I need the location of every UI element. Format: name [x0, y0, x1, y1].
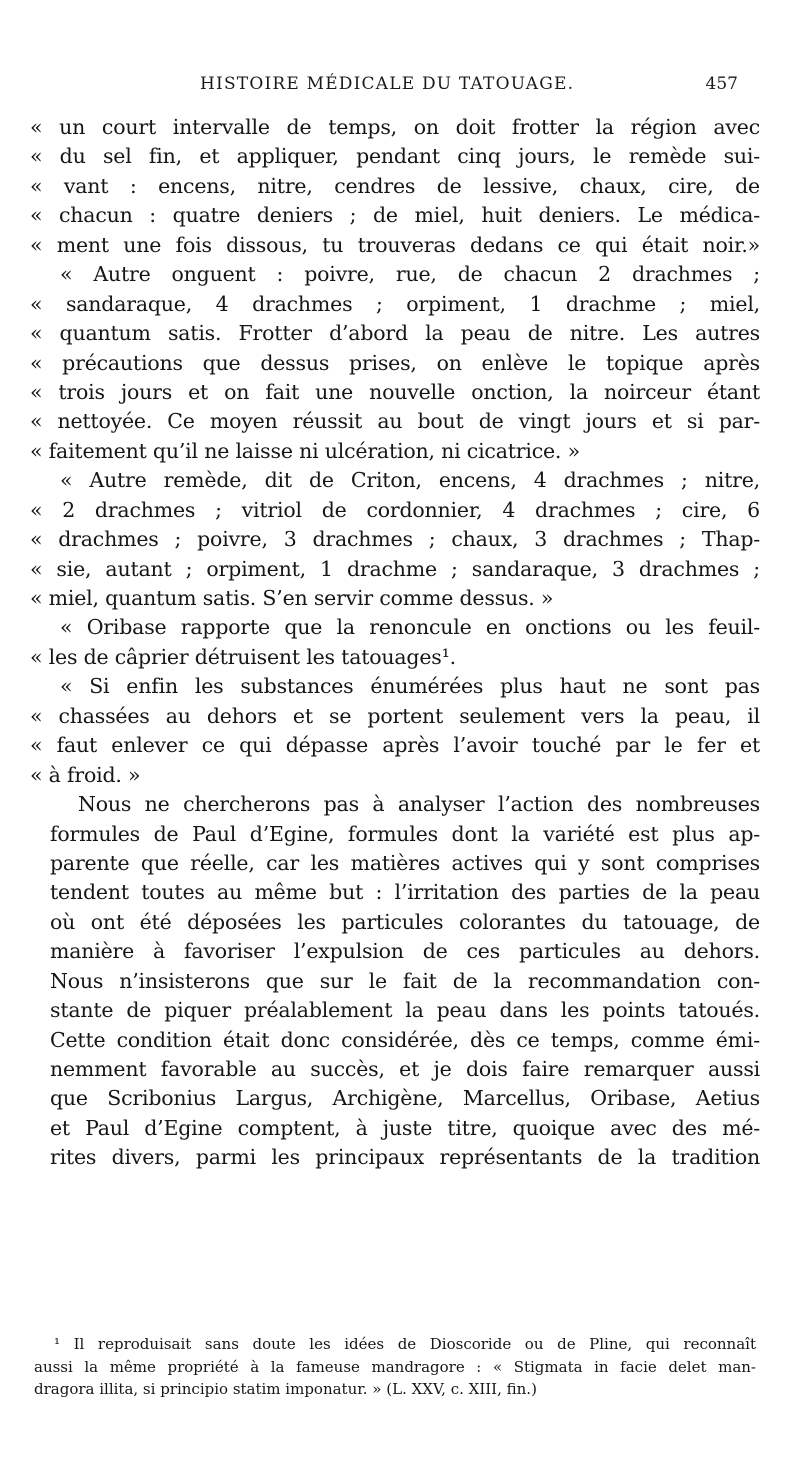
- text-line: rites divers, parmi les principaux représentants de la tradition: [50, 1145, 760, 1170]
- text-line: « un court intervalle de temps, on doit frotter la région avec: [30, 115, 760, 139]
- text-line: « Autre remède, dit de Criton, encens, 4 drachmes ; nitre,: [60, 468, 760, 493]
- text-line: « trois jours et on fait une nouvelle onction, la noirceur étant: [30, 379, 760, 404]
- text-line: « chacun : quatre deniers ; de miel, huit deniers. Le médica-: [30, 203, 760, 228]
- text-line: « vant : encens, nitre, cendres de lessive, chaux, cire, de: [30, 173, 760, 198]
- text-line: « ment une fois dissous, tu trouveras dedans ce qui était noir.»: [30, 232, 760, 257]
- text-line: « Autre onguent : poivre, rue, de chacun 2 drachmes ;: [60, 262, 760, 287]
- text-line: « faitement qu’il ne laisse ni ulcération, ni cicatrice. »: [30, 438, 580, 463]
- text-line: nemment favorable au succès, et je dois faire remarquer aussi: [50, 1057, 760, 1081]
- text-line: parente que réelle, car les matières actives qui y sont comprises: [50, 850, 760, 875]
- text-line: où ont été déposées les particules colorantes du tatouage, de: [50, 909, 760, 934]
- text-line: « 2 drachmes ; vitriol de cordonnier, 4 drachmes ; cire, 6: [30, 497, 760, 522]
- footnote-line: ¹ Il reproduisait sans doute les idées de Dioscoride ou de Pline, qui reconnaît: [54, 1335, 756, 1353]
- text-line: « quantum satis. Frotter d’abord la peau de nitre. Les autres: [30, 321, 760, 346]
- text-line: « à froid. »: [30, 762, 141, 787]
- body-text: [30, 113, 760, 1173]
- text-line: formules de Paul d’Egine, formules dont la variété est plus ap-: [50, 821, 760, 846]
- text-line: et Paul d’Egine comptent, à juste titre, quoique avec des mé-: [50, 1115, 760, 1140]
- footnote-line: aussi la même propriété à la fameuse mandragore : « Stigmata in facie delet man-: [34, 1357, 756, 1376]
- text-line: « du sel fin, et appliquer, pendant cinq jours, le remède sui-: [30, 144, 760, 169]
- text-line: « Si enfin les substances énumérées plus haut ne sont pas: [60, 674, 760, 699]
- text-line: « sie, autant ; orpiment, 1 drachme ; sandaraque, 3 drachmes ;: [30, 556, 760, 581]
- footnote: [34, 1333, 756, 1401]
- text-line: Cette condition était donc considérée, dès ce temps, comme émi-: [50, 1027, 760, 1052]
- text-line: « précautions que dessus prises, on enlève le topique après: [30, 350, 760, 375]
- text-line: stante de piquer préalablement la peau dans les points tatoués.: [50, 998, 760, 1023]
- text-line: « miel, quantum satis. S’en servir comme dessus. »: [30, 586, 554, 610]
- text-line: manière à favoriser l’expulsion de ces particules au dehors.: [50, 939, 760, 964]
- text-line: « chassées au dehors et se portent seulement vers la peau, il: [30, 703, 760, 728]
- footnote-line: dragora illita, si principio statim imponatur. » (L. XXV, c. XIII, fin.): [34, 1380, 537, 1398]
- text-line: « nettoyée. Ce moyen réussit au bout de vingt jours et si par-: [30, 409, 760, 434]
- text-line: « Oribase rapporte que la renoncule en onctions ou les feuil-: [60, 615, 760, 640]
- text-line: Nous n’insisterons que sur le fait de la recommandation con-: [50, 968, 760, 993]
- text-line: tendent toutes au même but : l’irritation des parties de la peau: [50, 880, 760, 905]
- running-title: HISTOIRE MÉDICALE DU TATOUAGE.: [200, 74, 575, 94]
- page-header: [60, 74, 740, 100]
- text-line: Nous ne chercherons pas à analyser l’action des nombreuses: [78, 792, 760, 817]
- text-line: « les de câprier détruisent les tatouages¹.: [30, 644, 456, 669]
- text-line: « faut enlever ce qui dépasse après l’avoir touché par le fer et: [30, 733, 760, 758]
- text-line: « drachmes ; poivre, 3 drachmes ; chaux, 3 drachmes ; Thap-: [30, 527, 760, 552]
- text-line: que Scribonius Largus, Archigène, Marcellus, Oribase, Aetius: [50, 1086, 760, 1111]
- text-line: « sandaraque, 4 drachmes ; orpiment, 1 drachme ; miel,: [30, 291, 760, 316]
- page-number: 457: [705, 74, 738, 94]
